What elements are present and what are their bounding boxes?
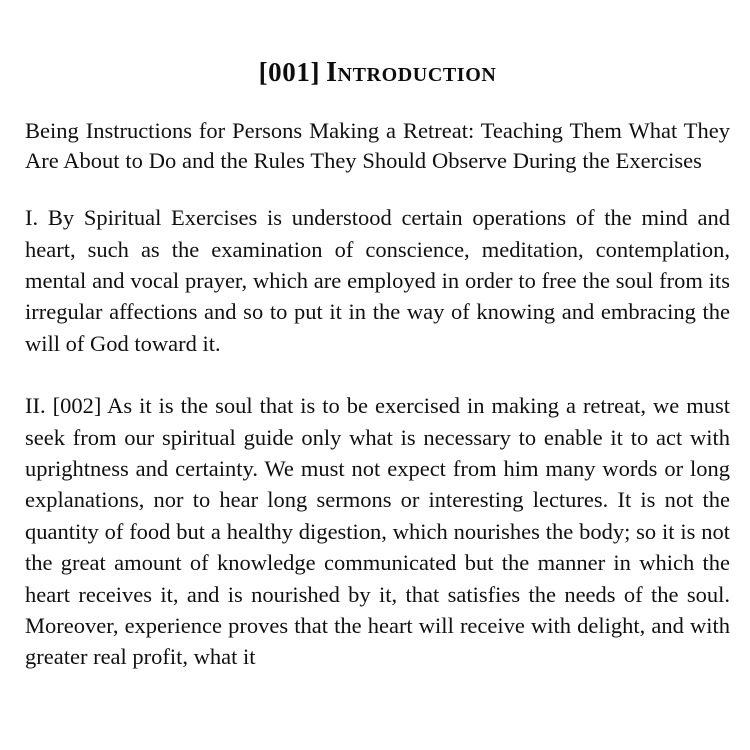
page-title [25,0,730,89]
section-folio-number: [001] [258,57,321,87]
section-heading-word: Introduction [326,57,497,88]
body-paragraph-1: I. By Spiritual Exercises is understood certain operations of the mind and heart, such as the examination of conscience, meditation, contemplation, mental and vocal prayer, which are employed in order to free the soul from its irregular affections and so to put it in the way of knowing and embracing the will of God toward it. [25,205,730,356]
subtitle-paragraph: Being Instructions for Persons Making a Retreat: Teaching Them What They Are About to Do and the Rules They Should Observe During the Exercises [25,118,730,173]
body-paragraph-2: II. [002] As it is the soul that is to be exercised in making a retreat, we must seek from our spiritual guide only what is necessary to enable it to act with uprightness and certainty. We must not expect from him many words or long explanations, nor to hear long sermons or interesting lectures. It is not the quantity of food but a healthy digestion, which nourishes the body; so it is not the great amount of knowledge communicated but the manner in which the heart receives it, and is nourished by it, that satisfies the needs of the soul. Moreover, experience proves that the heart will receive with delight, and with greater real profit, what it [25,393,730,670]
